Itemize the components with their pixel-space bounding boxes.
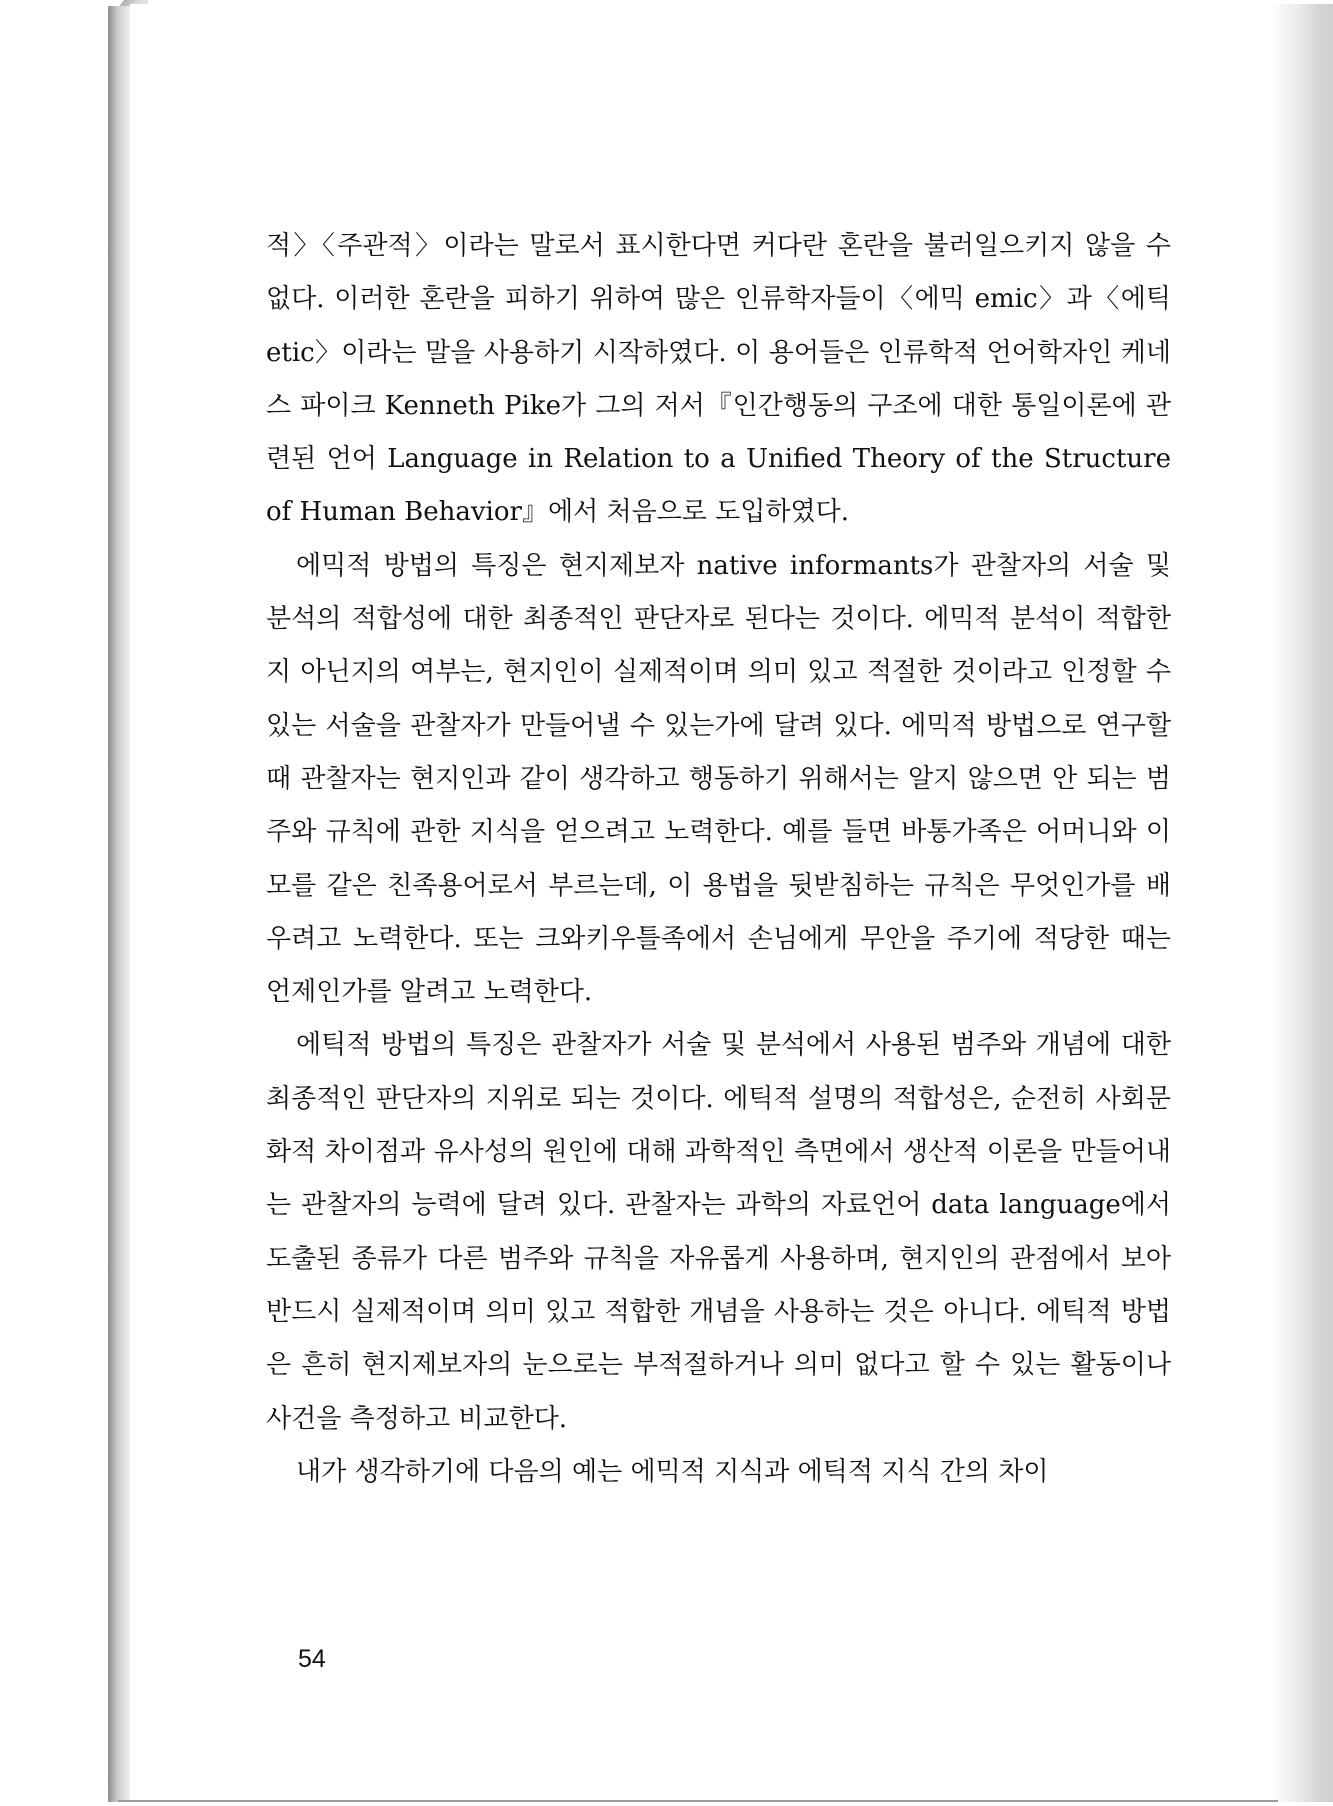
paragraph-1: 적〉〈주관적〉이라는 말로서 표시한다면 커다란 혼란을 불러일으키지 않을 수 없다. 이러한 혼란을 피하기 위하여 많은 인류학자들이〈에믹 emic〉과〈에틱 etic〉이라는 말을 사용하기 시작하였다. 이 용어들은 인류학적 언어학자인 케네스 파이크 Kenneth Pike가 그의 저서『인간행동의 구조에 대한 통일이론에 관련된 언어 Language in Relation to a Unified Theory of the Structure of Human Behavior』에서 처음으로 도입하였다. — [266, 231, 1171, 528]
paragraph-3: 에틱적 방법의 특징은 관찰자가 서술 및 분석에서 사용된 범주와 개념에 대한 최종적인 판단자의 지위로 되는 것이다. 에틱적 설명의 적합성은, 순전히 사회문화적 차이점과 유사성의 원인에 대해 과학적인 측면에서 생산적 이론을 만들어내는 관찰자의 능력에 달려 있다. 관찰자는 과학의 자료언어 data language에서 도출된 종류가 다른 범주와 규칙을 자유롭게 사용하며, 현지인의 관점에서 보아 반드시 실제적이며 의미 있고 적합한 개념을 사용하는 것은 아니다. 에틱적 방법은 흔히 현지제보자의 눈으로는 부적절하거나 의미 없다고 할 수 있는 활동이나 사건을 측정하고 비교한다. — [266, 1030, 1172, 1434]
page-bottom-edge — [118, 1800, 1278, 1802]
page-number: 54 — [298, 1645, 326, 1673]
paragraph-4: 내가 생각하기에 다음의 예는 에믹적 지식과 에틱적 지식 간의 차이 — [296, 1456, 1049, 1487]
page-right-edge-shadow — [1270, 4, 1333, 1802]
paragraph-2: 에믹적 방법의 특징은 현지제보자 native informants가 관찰자의 서술 및 분석의 적합성에 대한 최종적인 판단자로 된다는 것이다. 에믹적 분석이 적합한지 아닌지의 여부는, 현지인이 실제적이며 의미 있고 적절한 것이라고 인정할 수 있는 서술을 관찰자가 만들어낼 수 있는가에 달려 있다. 에믹적 방법으로 연구할 때 관찰자는 현지인과 같이 생각하고 행동하기 위해서는 알지 않으면 안 되는 범주와 규칙에 관한 지식을 얻으려고 노력한다. 예를 들면 바통가족은 어머니와 이모를 같은 친족용어로서 부르는데, 이 용법을 뒷받침하는 규칙은 무엇인가를 배우려고 노력한다. 또는 크와키우틀족에서 손님에게 무안을 주기에 적당한 때는 언제인가를 알려고 노력한다. — [266, 550, 1171, 1008]
body-text — [266, 220, 1171, 1499]
